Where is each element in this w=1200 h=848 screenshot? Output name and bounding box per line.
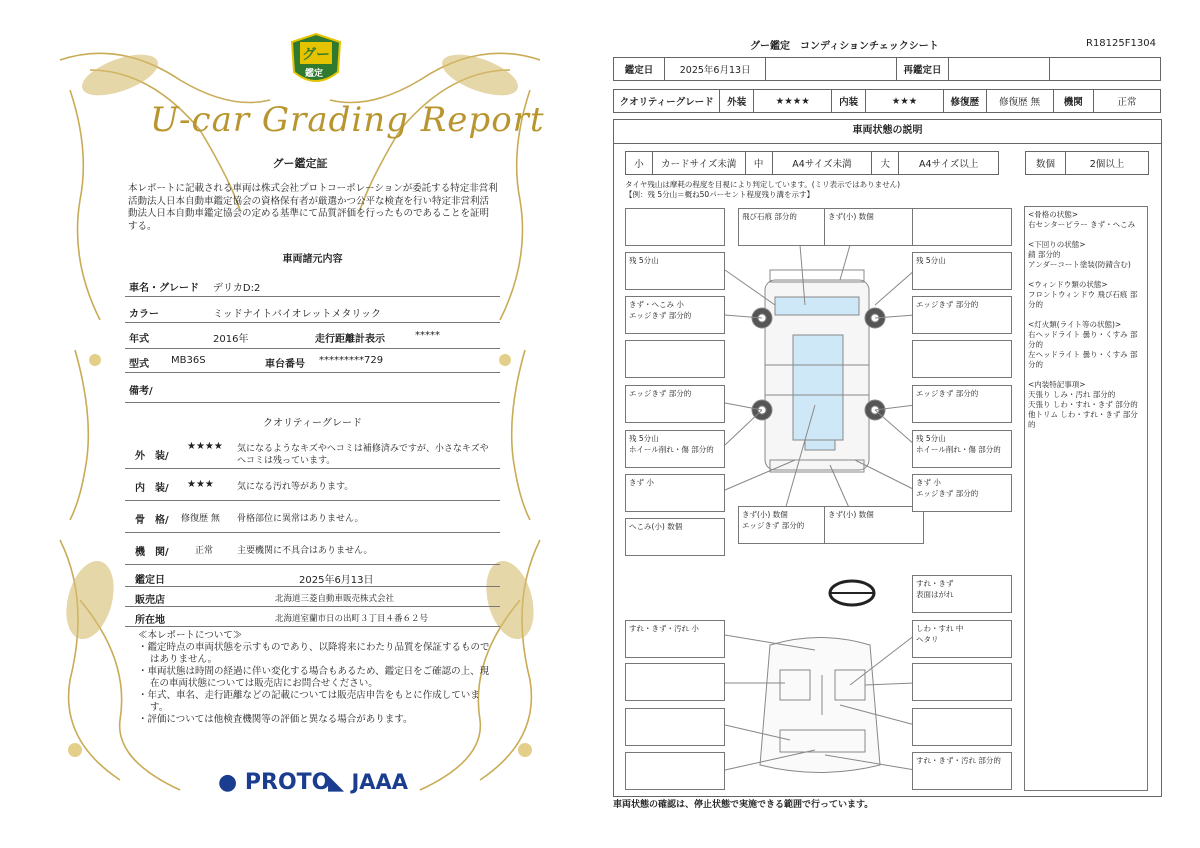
- box-windshield: 飛び石痕 部分的: [738, 208, 838, 246]
- box-driver-seat: しわ・すれ 中 ヘタリ: [912, 620, 1012, 658]
- count-legend: 数個 2個以上: [1025, 151, 1149, 175]
- box-steering: すれ・きず 表面はがれ: [912, 575, 1012, 613]
- grade-table: クオリティーグレード 外装 ★★★★ 内装 ★★★ 修復歴 修復歴 無 機関 正常: [613, 89, 1161, 113]
- sheet-date: 2025年6月13日: [665, 58, 766, 81]
- date-table: 鑑定日 2025年6月13日 再鑑定日: [613, 57, 1161, 81]
- int-grade: ★★★: [866, 90, 944, 113]
- box-right-front-door: エッジきず 部分的: [912, 296, 1012, 334]
- vehicle-name: デリカD:2: [213, 283, 261, 294]
- box-left-mid: [625, 340, 725, 378]
- goo-kantei-logo: [288, 32, 344, 92]
- row-date: 鑑定日 2025年6月13日: [125, 566, 500, 587]
- hist-grade: 修復歴 無: [986, 90, 1053, 113]
- report-title: U-car Grading Report: [150, 100, 545, 140]
- note-interior: <内装特記事項> 天張り しみ・汚れ 部分的 天張り しわ・すれ・きず 部分的 他トリム しわ・すれ・きず 部分的: [1028, 380, 1138, 429]
- box-rear-seat: すれ・きず・汚れ 部分的: [912, 752, 1012, 790]
- box-tire-rear-right: 残 5分山 ホイール削れ・傷 部分的: [912, 430, 1012, 468]
- logo-text-bottom: 鑑定: [305, 69, 324, 79]
- sheet-footer: 車両状態の確認は、停止状態で実施できる範囲で行っています。: [613, 800, 874, 810]
- condition-check-sheet: [600, 0, 1200, 848]
- frame-grade: 修復歴 無: [181, 514, 220, 524]
- section-heading: 車両状態の説明: [613, 119, 1162, 144]
- engine-grade: 正常: [195, 546, 214, 556]
- vehicle-color: ミッドナイトバイオレットメタリック: [213, 309, 381, 320]
- quality-row-engine: 機 関/ 正常 主要機関に不具合はありません。: [125, 532, 500, 565]
- box-left-rear-door: エッジきず 部分的: [625, 385, 725, 423]
- note-window: <ウィンドウ類の状態> フロントウィンドウ 飛び石痕 部分的: [1028, 280, 1138, 309]
- report-notes: ≪本レポートについて≫ ・鑑定時点の車両状態を示すものであり、以降将来にわたり品質を保証するものではありません。 ・車両状態は時間の経過に伴い変化する場合もあるため、鑑定日をご確認の上、現在の車両状態については販売店にお問合せください。 ・年式、車名、走行距離などの記載については販売店申告をもとに作成しています。 ・評価については他検査機関等の評価と異なる場合があります。: [138, 630, 490, 725]
- box-left-front-door: きず・へこみ 小 エッジきず 部分的: [625, 296, 725, 334]
- box-int-left-2: [625, 708, 725, 746]
- shop-name: 北海道三菱自動車販売株式会社: [275, 594, 395, 604]
- proto-mark-icon: ●: [218, 770, 238, 795]
- report-subtitle: グー鑑定証: [272, 157, 328, 170]
- size-legend: 小 カードサイズ未満 中 A4サイズ未満 大 A4サイズ以上: [625, 151, 999, 175]
- box-front-left: [625, 208, 725, 246]
- note-frame: <骨格の状態> 右センターピラー きず・へこみ: [1028, 210, 1136, 229]
- spec-row-name: 車名・グレード デリカD:2: [125, 270, 500, 297]
- vehicle-year: 2016年: [213, 334, 249, 345]
- spec-heading: 車両諸元内容: [282, 254, 343, 265]
- box-tire-rear-left: 残 5分山 ホイール削れ・傷 部分的: [625, 430, 725, 468]
- shop-address: 北海道室蘭市日の出町３丁目４番６２号: [275, 614, 429, 624]
- box-rear-left-corner: へこみ(小) 数個: [625, 518, 725, 556]
- quality-row-exterior: 外 装/ ★★★★ 気になるようなキズやヘコミは補修済みですが、小さなキズや ヘコミは残っています。: [125, 432, 500, 469]
- jaaa-logo: ◣ JAAA: [328, 770, 409, 794]
- box-int-left-3: [625, 752, 725, 790]
- box-int-right-2: [912, 708, 1012, 746]
- exterior-grade: ★★★★: [187, 441, 223, 452]
- box-tire-front-right: 残 5分山: [912, 252, 1012, 290]
- grading-date: 2025年6月13日: [299, 575, 374, 586]
- engine-grade-r: 正常: [1094, 90, 1161, 113]
- row-shop: 販売店 北海道三菱自動車販売株式会社: [125, 586, 500, 607]
- box-hood: きず(小) 数個: [824, 208, 924, 246]
- spec-row-year: 年式 2016年 走行距離計表示 *****: [125, 322, 500, 349]
- box-right-mid: [912, 340, 1012, 378]
- sheet-code: R18125F1304: [1086, 38, 1156, 49]
- sheet-title: グー鑑定 コンディションチェックシート: [750, 41, 939, 52]
- box-ceiling: すれ・きず・汚れ 小: [625, 620, 725, 658]
- quality-row-interior: 内 装/ ★★★ 気になる汚れ等があります。: [125, 468, 500, 501]
- box-rear-right: きず 小 エッジきず 部分的: [912, 474, 1012, 512]
- ext-grade: ★★★★: [754, 90, 832, 113]
- proto-logo: ● PROTO: [218, 770, 331, 795]
- box-front-right: [912, 208, 1012, 246]
- mileage-value: *****: [415, 330, 440, 341]
- logo-text-top: グー: [302, 47, 330, 63]
- chassis-number: *********729: [319, 355, 384, 366]
- box-int-left-1: [625, 663, 725, 701]
- quality-heading: クオリティーグレード: [263, 418, 362, 429]
- row-address: 所在地 北海道室蘭市日の出町３丁目４番６２号: [125, 606, 500, 627]
- box-right-rear-door: エッジきず 部分的: [912, 385, 1012, 423]
- certification-text: 本レポートに記載される車両は株式会社プロトコーポレーションが委託する特定非営利活動法人日本自動車鑑定協会の資格保有者が厳選かつ公平な検査を行い特定非営利活動法人日本自動車鑑定協会の定める基準にて品質評価を行ったものであることを証明する。: [128, 183, 498, 232]
- interior-grade: ★★★: [187, 479, 214, 490]
- spec-row-model: 型式 MB36S 車台番号 *********729: [125, 348, 500, 373]
- tire-note: タイヤ残山は摩耗の程度を目視により判定しています。(ミリ表示ではありません) 【例：残 5分山＝概ね50パーセント程度残り溝を示す】: [625, 180, 901, 199]
- box-rear-left: きず 小: [625, 474, 725, 512]
- box-back-door: きず(小) 数個: [824, 506, 924, 544]
- quality-row-frame: 骨 格/ 修復歴 無 骨格部位に異常はありません。: [125, 500, 500, 533]
- box-rear-bumper: きず(小) 数個 エッジきず 部分的: [738, 506, 838, 544]
- box-tire-front-left: 残 5分山: [625, 252, 725, 290]
- jaaa-mark-icon: ◣: [328, 770, 345, 794]
- model-code: MB36S: [171, 355, 206, 366]
- condition-notes: [1024, 206, 1148, 791]
- note-underbody: <下回りの状態> 錆 部分的 アンダーコート塗装(防錆含む): [1028, 240, 1131, 269]
- spec-row-remarks: 備考/: [125, 372, 500, 403]
- spec-row-color: カラー ミッドナイトバイオレットメタリック: [125, 296, 500, 323]
- note-lights: <灯火類(ライト等の状態)> 右ヘッドライト 曇り・くすみ 部分的 左ヘッドライト 曇り・くすみ 部分的: [1028, 320, 1138, 369]
- box-int-right-1: [912, 663, 1012, 701]
